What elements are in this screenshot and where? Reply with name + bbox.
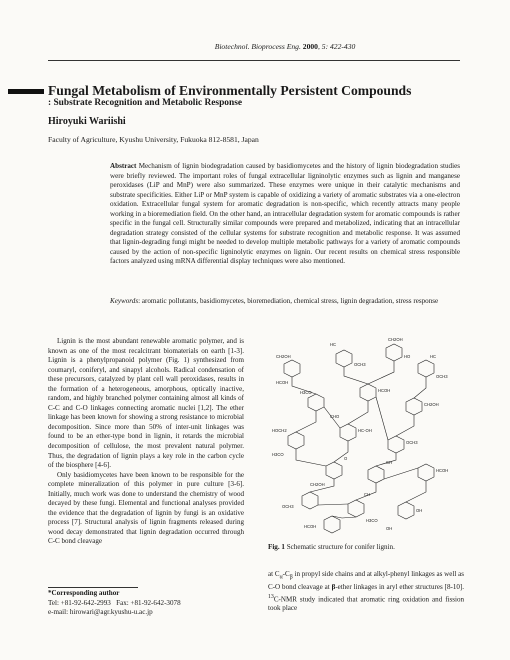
abstract-label: Abstract [110, 162, 137, 170]
keywords [110, 297, 460, 307]
right-text-d: C-NMR study indicated that aromatic ring oxidation and fission took place [268, 594, 464, 613]
abstract-text: Mechanism of lignin biodegradation caused by basidiomycetes and the history of lignin biodegradation studies were briefly reviewed. The important roles of fungal extracellular ligninolytic enzymes such as lignin and manganese peroxidases (LiP and MnP) were also summarized. These enzymes were unique in their catalytic mechanisms and substrate specificities. Either LiP or MnP system is capable of oxidizing a variety of aromatic substrates via a one-electron oxidation. Extracellular fungal system for aromatic degradation is non-specific, which recently attracts many people working in a bioremediation field. On the other hand, an intracellular degradation system for aromatic compounds is rather specific in the fungal cell. Structurally similar compounds were prepared and metabolized, indicating that an intracellular degradation strategy consisted of the cellular systems for substrate recognition and metabolic response. It was assumed that lignin-degrading fungi might be needed to develop multiple metabolic pathways for a variety of aromatic compounds caused by the action of non-specific ligninolytic enzymes on lignin. Our recent results on chemical stress responsible factors analyzed using mRNA differential display techniques were also mentioned. [110, 162, 460, 266]
journal-year: 2000 [302, 42, 318, 51]
fig-label-och3-1: OCH3 [354, 362, 366, 367]
fig-label-ch2oh-3: CH2OH [424, 402, 439, 407]
abstract [110, 162, 460, 267]
figure-caption-text: Schematic structure for conifer lignin. [284, 543, 395, 551]
article-title: Fungal Metabolism of Environmentally Persistent Compounds [48, 83, 412, 98]
journal-name: Biotechnol. Bioprocess Eng. [214, 42, 301, 51]
body-paragraph-1: Lignin is the most abundant renewable aromatic polymer, and is known as one of the most recalcitrant biomaterials on earth [1-3]. Lignin is a phenylpropanoid polymer (Fig. 1) synthesized from coumaryl, coniferyl, and sinapyl alcohols. Radical condensation of these precursors, catalyzed by plant cell wall peroxidases, results in the formation of a heterogeneous, amorphous, optically inactive, random, and highly branched polymer containing almost all kinds of C-C and C-O linkages connecting aromatic nuclei [1,2]. The ether linkage has been known for showing a strong resistance to microbial decomposition. Since more than 50% of inter-unit linkages was found to be an ether-type bond in lignin, it retards the microbial decomposition of cellulose, the most prevalent natural polymer. Thus, the degradation of lignin plays a key role in the carbon cycle of the biosphere [4-6]. [48, 337, 244, 470]
fig-label-ch2oh-4: CH2OH [310, 482, 325, 487]
journal-reference [120, 42, 450, 51]
fig-label-hoch2: HOCH2 [272, 428, 287, 433]
lignin-structure-diagram [268, 336, 464, 534]
lignin-structure-figure [268, 336, 464, 534]
fig-label-ch2oh-2: CH2OH [388, 337, 403, 342]
fig-label-oh-2: OH [386, 526, 393, 531]
title-marker-bar [8, 89, 44, 94]
fig-label-hcoh-2: HCOH [378, 388, 391, 393]
fig-label-oh-1: OH [416, 508, 423, 513]
fig-label-och3-2: OCH3 [436, 374, 448, 379]
fig-label-h3co-3: H3CO [366, 518, 378, 523]
author-name: Hiroyuki Wariishi [48, 116, 126, 127]
article-subtitle: : Substrate Recognition and Metabolic Response [48, 98, 243, 108]
figure-caption [268, 543, 395, 551]
fig-label-ch-1: CH [386, 460, 393, 465]
right-sup-13: 13 [268, 593, 274, 600]
corresponding-author-phone: Tel: +81-92-642-2993 Fax: +81-92-642-3078 [48, 598, 181, 607]
right-text-mid: -C [282, 570, 290, 578]
keywords-text: : aromatic pollutants, basidiomycetes, bioremediation, chemical stress, lignin degradation, stress response [138, 297, 439, 305]
fig-label-o-1: O [344, 456, 348, 461]
fig-label-hc-1: HC [330, 342, 337, 347]
footnote-rule [48, 587, 138, 588]
right-sub-beta: β [289, 574, 293, 581]
right-sub-alpha: α [279, 574, 283, 581]
fig-label-hcoh-5: HCOH [304, 524, 317, 529]
fig-label-ch2oh-1: CH2OH [276, 354, 291, 359]
fig-label-och3-3: OCH3 [406, 440, 418, 445]
fig-label-hcoh-4: HCOH [436, 468, 449, 473]
body-column-right [268, 570, 464, 614]
journal-pages: , 5: 422-430 [317, 42, 356, 51]
author-affiliation: Faculty of Agriculture, Kyushu University, Fukuoka 812-8581, Japan [48, 135, 259, 144]
fig-label-hcoh-1: HCOH [276, 380, 289, 385]
corresponding-author-heading: *Corresponding author [48, 589, 120, 597]
body-column-left [48, 337, 244, 547]
corresponding-author-block [48, 589, 181, 618]
fig-label-hc-2: HC [430, 354, 437, 359]
fig-label-h3co-2: H3CO [272, 452, 284, 457]
right-text-b: in propyl side chains and at alkyl-phenyl linkages as well as C-O bond cleavage at [268, 570, 464, 591]
fig-label-h3co-1: H3CO [300, 390, 312, 395]
right-text-a: at C [268, 570, 280, 578]
fig-label-cho: CHO [330, 414, 340, 419]
keywords-label: Keywords [110, 297, 139, 305]
fig-label-hcoh-3: HC-OH [358, 428, 372, 433]
right-beta: β [331, 582, 336, 591]
fig-label-och3-4: OCH3 [282, 504, 294, 509]
fig-label-ho-1: HO [404, 354, 411, 359]
right-text-c: -ether linkages in aryl ether structures [8-10]. [335, 582, 464, 591]
corresponding-author-email[interactable]: e-mail: hirowari@agr.kyushu-u.ac.jp [48, 608, 153, 617]
fig-label-ch-2: CH [364, 492, 371, 497]
figure-label: Fig. 1 [268, 543, 285, 551]
body-paragraph-2: Only basidiomycetes have been known to be responsible for the complete mineralization of this polymer in pure culture [3-6]. Initially, much work was done to understand the chemistry of wood decayed by these fungi. Elemental and functional analyses provided the evidence that the degradation of lignin by fungi is an oxidative process [7]. Structural analysis of lignin fragments released during wood decay demonstrated that lignin degradation occurred through C-C bond cleavage [48, 470, 244, 546]
header-rule [48, 60, 460, 61]
